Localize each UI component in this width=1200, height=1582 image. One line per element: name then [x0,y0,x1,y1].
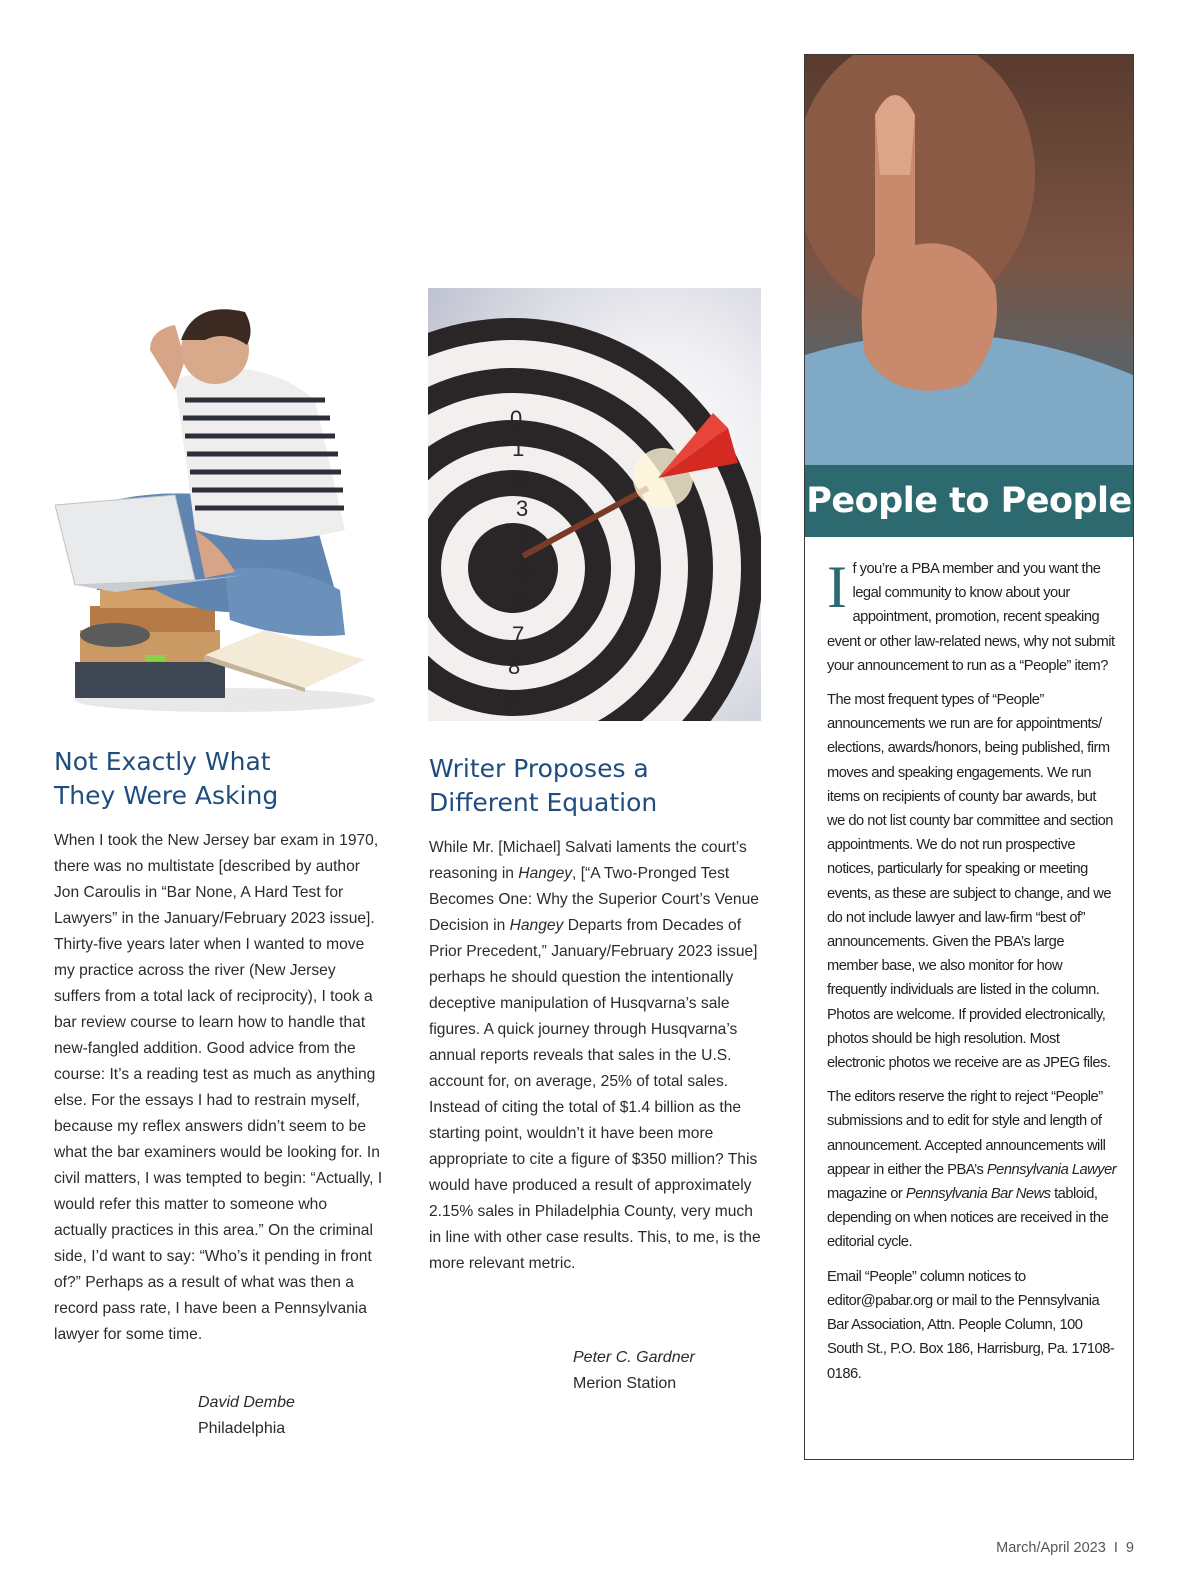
issue-date: March/April 2023 [996,1540,1106,1556]
dartboard-photo [428,288,761,721]
svg-text:1: 1 [512,436,525,461]
svg-text:8: 8 [508,654,521,679]
letter1-signature [198,1390,295,1442]
sidebar-paragraph-3: The editors reserve the right to reject “People” submissions and to edit for style and length of announcement. Accepted announcements will appear in either the PBA’s Pennsylvania Lawyer magazine or Pennsylvania Bar News tabloid, depending on when notices are received in the editorial cycle. [827,1089,1117,1251]
svg-text:9: 9 [504,686,517,711]
sidebar-text [827,554,1117,1396]
letter1-author: David Dembe [198,1394,295,1411]
page-number: 9 [1125,1540,1134,1556]
page-footer [996,1540,1134,1556]
letter2-headline: Writer Proposes a Different Equation [429,754,658,817]
svg-text:4: 4 [518,526,531,551]
svg-text:7: 7 [512,622,525,647]
letter1-body: When I took the New Jersey bar exam in 1970, there was no multistate [described by author Jon Caroulis in “Bar None, A Hard Test for Lawyers” in the January/February 2023 issue]. Thirty-five years later when I wanted to move my practice across the river (New Jersey suffers from a total lack of reciprocity), I took a bar review course to learn how to handle that new-fangled addition. Good advice from the course: It’s a reading test as much as anything else. For the essays I had to restrain myself, because my reflex answers didn’t seem to be what the bar examiners would be looking for. In civil matters, I was tempted to begin: “Actually, I would refer this matter to someone who actually practices in this area.” On the criminal side, I’d want to say: “Who’s it pending in front of?” Perhaps as a result of what was then a record pass rate, I have been a Pennsylvania lawyer for some time. [54,832,383,1343]
sidebar-paragraph-4: Email “People” column notices to editor@pabar.org or mail to the Pennsylvania Bar Association, Attn. People Column, 100 South St., P.O. Box 186, Harrisburg, Pa. 17108-0186. [827,1268,1115,1382]
svg-text:0: 0 [510,406,523,431]
letter2-body: While Mr. [Michael] Salvati laments the court’s reasoning in Hangey, [“A Two-Pronged Test Becomes One: Why the Superior Court’s Venue Decision in Hangey Departs from Decades of Prior Precedent,” January/February 2023 issue] perhaps he should question the intentionally deceptive manipulation of Husqvarna’s sale figures. A quick journey through Husqvarna’s annual reports reveals that sales in the U.S. account for, on average, 25% of total sales. Instead of citing the total of $1.4 billion as the starting point, wouldn’t it have been more appropriate to cite a figure of $350 million? This would have produced a result of approximately 2.15% sales in Philadelphia County, very much in line with other case results. This, to me, is the more relevant metric. [429,839,761,1272]
drop-cap: I [827,554,847,620]
student-laptop-photo [55,290,375,715]
sidebar-title: People to People [805,465,1133,537]
svg-text:2: 2 [514,466,527,491]
svg-text:5: 5 [518,558,531,583]
svg-text:6: 6 [516,590,529,615]
sidebar-paragraph-2: The most frequent types of “People” announcements we run are for appointments/ elections, awards/honors, being published, firm moves and speaking engagements. We run items on recipients of county bar awards, but we do not list county bar committee and section appointments. We do not run prospective notices, particularly for speaking or meeting events, as these are subject to change, and we do not include lawyer and law-firm “best of” announcements. Given the PBA’s large member base, we also monitor for how frequently individuals are listed in the column. Photos are welcome. If provided electronically, photos should be high resolution. Most electronic photos we receive are as JPEG files. [827,692,1113,1072]
letter2-signature [573,1345,695,1397]
letter1-headline: Not Exactly What They Were Asking [54,747,279,810]
letter2-author: Peter C. Gardner [573,1349,695,1366]
people-to-people-sidebar [804,54,1134,1460]
thumbs-up-photo [805,55,1133,465]
letter1-location: Philadelphia [198,1420,286,1437]
footer-separator: I [1113,1540,1118,1556]
sidebar-paragraph-1: If you’re a PBA member and you want the legal community to know about your appointment, promotion, recent speaking event or other law-related news, why not submit your announcement to run as a “People” item? [827,554,1115,674]
svg-text:3: 3 [516,496,529,521]
letter2-location: Merion Station [573,1375,677,1392]
